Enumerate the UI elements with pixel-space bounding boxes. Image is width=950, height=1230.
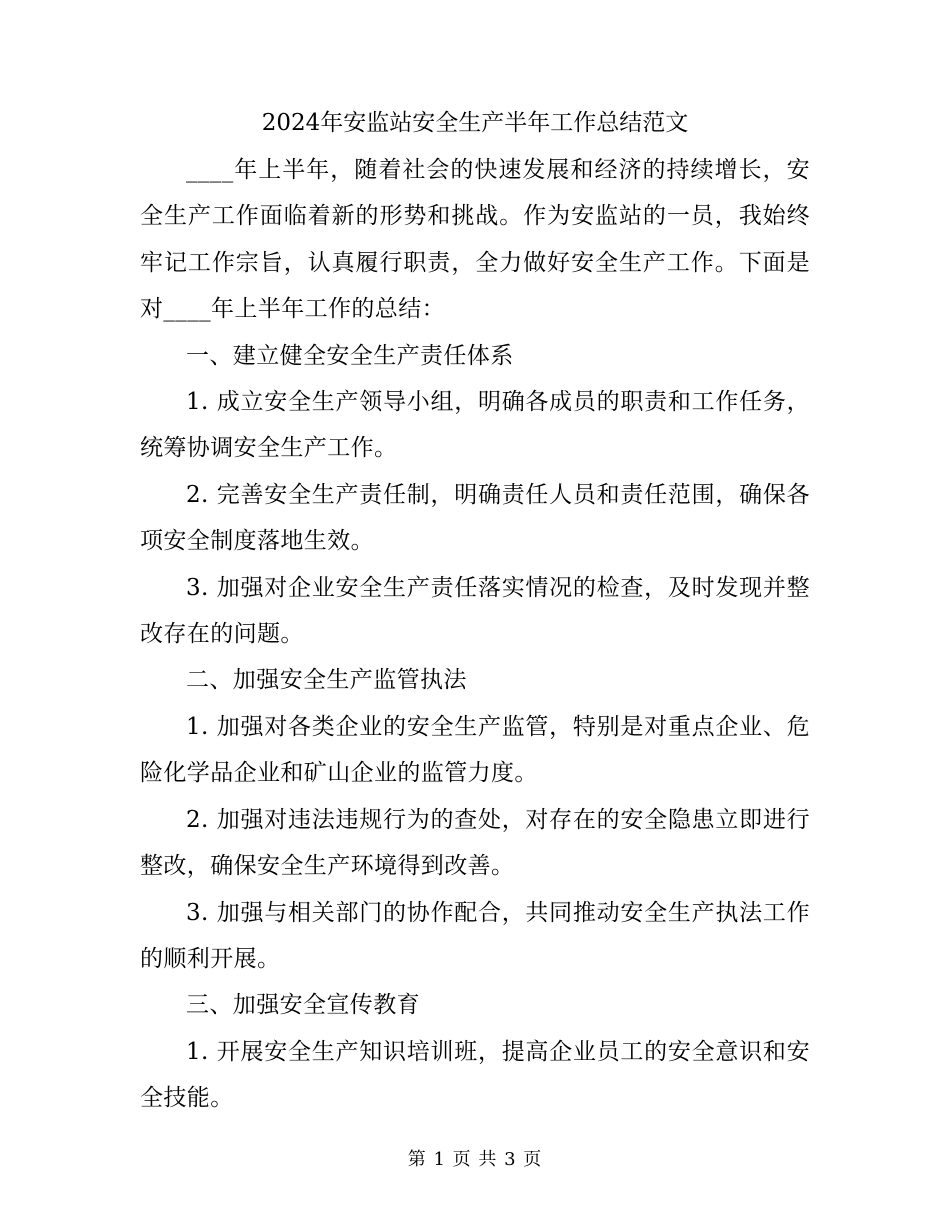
document-body [140,147,810,1122]
section-2-item-3: 3. 加强与相关部门的协作配合，共同推动安全生产执法工作的顺利开展。 [140,899,810,972]
section-2-item-2: 2. 加强对违法违规行为的查处，对存在的安全隐患立即进行整改，确保安全生产环境得到改善。 [140,806,810,880]
intro-paragraph: ____年上半年，随着社会的快速发展和经济的持续增长，安全生产工作面临着新的形势和挑战。作为安监站的一员，我始终牢记工作宗旨，认真履行职责，全力做好安全生产工作。下面是对____年上半年工作的总结： [140,157,810,323]
page-footer: 第 1 页 共 3 页 [407,1149,543,1170]
section-2-item-1: 1. 加强对各类企业的安全生产监管，特别是对重点企业、危险化学品企业和矿山企业的监管力度。 [140,713,810,787]
section-heading-1: 一、建立健全安全生产责任体系 [186,342,514,369]
section-1-item-3: 3. 加强对企业安全生产责任落实情况的检查，及时发现并整改存在的问题。 [140,574,810,648]
section-heading-3: 三、加强安全宣传教育 [186,992,420,1019]
document-title: 2024年安监站安全生产半年工作总结范文 [261,110,689,136]
section-heading-2: 二、加强安全生产监管执法 [186,667,467,694]
section-1-item-2: 2. 完善安全生产责任制，明确责任人员和责任范围，确保各项安全制度落地生效。 [140,481,810,555]
section-3-item-1: 1. 开展安全生产知识培训班，提高企业员工的安全意识和安全技能。 [140,1038,810,1112]
section-1-item-1: 1. 成立安全生产领导小组，明确各成员的职责和工作任务，统筹协调安全生产工作。 [140,389,810,462]
